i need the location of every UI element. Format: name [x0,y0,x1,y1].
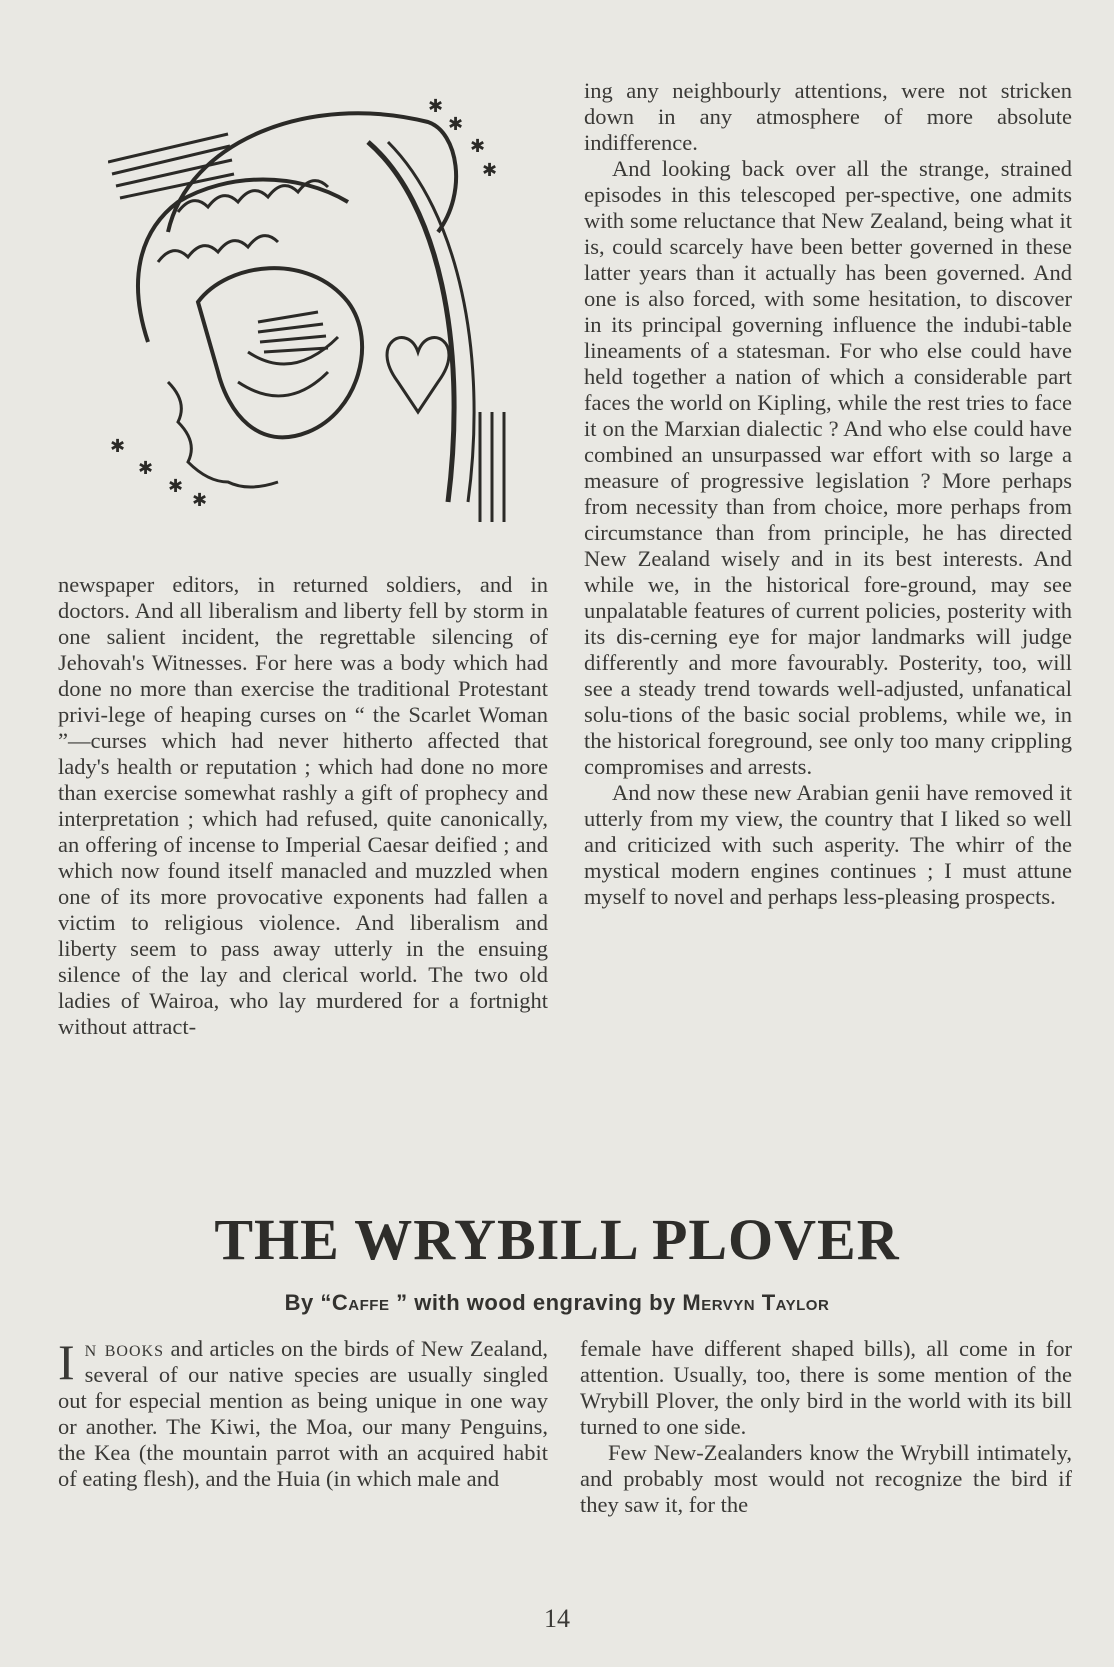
byline-engraver: Mervyn Taylor [682,1290,830,1315]
svg-text:✱: ✱ [470,136,486,157]
byline-mid: ” with wood engraving by [389,1290,683,1315]
svg-text:✱: ✱ [428,96,444,117]
svg-text:✱: ✱ [192,490,208,511]
paragraph-text: and articles on the birds of New Zealand, several of our native species are usually singled out for especial mention as being unique in one way or another. The Kiwi, the Moa, our many Penguins, the Kea (the mountain parrot with an acquired habit of eating flesh), and the Huia (in which male and [58,1336,548,1491]
wrybill-right-column [580,1336,1072,1518]
svg-text:✱: ✱ [168,476,184,497]
article-left-column [58,572,548,1040]
paragraph [58,1336,548,1492]
byline-by: By “ [284,1290,332,1315]
paragraph: female have different shaped bills), all come in for attention. Usually, too, there is some mention of the Wrybill Plover, the only bird in the world with its bill turned to one side. [580,1336,1072,1439]
svg-text:✱: ✱ [138,458,154,479]
paragraph: ing any neighbourly attentions, were not stricken down in any atmosphere of more absolute indifference. [584,78,1072,155]
svg-text:✱: ✱ [448,114,464,135]
drop-cap: I [58,1334,75,1390]
wrybill-left-column [58,1336,548,1492]
paragraph: And now these new Arabian genii have removed it utterly from my view, the country that I liked so well and criticized with such asperity. The whirr of the mystical modern engines continues ; I must attune myself to novel and perhaps less-pleasing prospects. [584,780,1072,909]
paragraph: Few New-Zealanders know the Wrybill intimately, and probably most would not recognize the bird if they saw it, for the [580,1440,1072,1517]
paragraph: And looking back over all the strange, strained episodes in this telescoped per-spective, one admits with some reluctance that New Zealand, being what it is, could scarcely have been better governed in these latter years than it actually has been governed. And one is also forced, with some hesitation, to discover in its principal governing influence the indubi-table lineaments of a statesman. For who else could have held together a nation of which a considerable part faces the world on Kipling, while the rest tries to face it on the Marxian dialectic ? And who else could have combined an unsurpassed war effort with so large a measure of progressive legislation ? More perhaps from necessity than from choice, more perhaps from circumstance than from principle, he has directed New Zealand wisely and in its best interests. And while we, in the historical fore-ground, may see unpalatable features of current policies, posterity with its dis-cerning eye for major landmarks will judge differently and more favourably. Posterity, too, will see a steady trend towards well-adjusted, unfanatical solu-tions of the basic social problems, while we, in the historical foreground, see only too many crippling compromises and arrests. [584,156,1072,779]
svg-text:✱: ✱ [110,436,126,457]
paragraph: newspaper editors, in returned soldiers, and in doctors. And all liberalism and liberty fell by storm in one salient incident, the regrettable silencing of Jehovah's Witnesses. For here was a body which had done no more than exercise the traditional Protestant privi-lege of heaping curses on “ the Scarlet Woman ”—curses which had never hitherto affected that lady's health or reputation ; which had done no more than exercise somewhat rashly a gift of prophecy and interpretation ; which had refused, quite canonically, an offering of incense to Imperial Caesar deified ; and which now found itself manacled and muzzled when one of its more provocative exponents had fallen a victim to religious violence. And liberalism and liberty seem to pass away utterly in the ensuing silence of the lay and clerical world. The two old ladies of Wairoa, who lay murdered for a fortnight without attract- [58,572,548,1039]
byline-author: Caffe [331,1290,390,1315]
svg-text:✱: ✱ [482,160,498,181]
byline [0,1290,1114,1316]
lead-smallcaps: n books [84,1336,164,1361]
article-right-column [584,78,1072,910]
wood-engraving-illustration [108,82,528,538]
page-number: 14 [544,1604,570,1633]
article-title: THE WRYBILL PLOVER [214,1207,900,1272]
